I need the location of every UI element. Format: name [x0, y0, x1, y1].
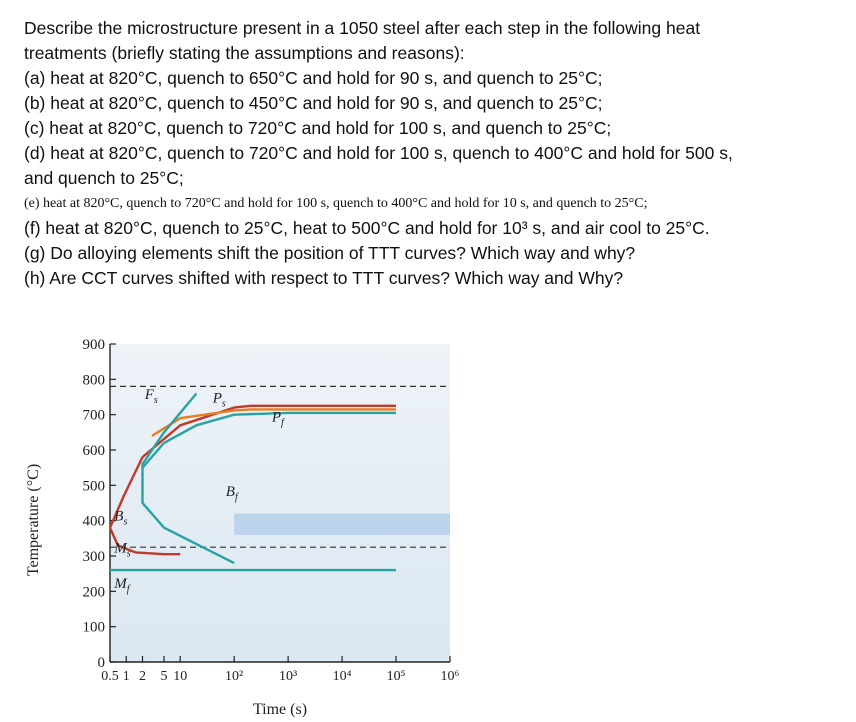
annotation-ps: $P_s$	[212, 390, 226, 410]
question-item-g: (g) Do alloying elements shift the position of TTT curves? Which way and why?	[24, 243, 636, 263]
question-item-h: (h) Are CCT curves shifted with respect to TTT curves? Which way and Why?	[24, 268, 624, 288]
y-tick-label: 700	[82, 407, 105, 424]
x-tick-label: 0.5	[101, 669, 119, 684]
annotation-bf: $B_f$	[225, 483, 238, 503]
x-axis-label: Time (s)	[252, 701, 308, 718]
y-tick-label: 0	[97, 655, 105, 671]
annotation-pf: $P_f$	[271, 409, 284, 429]
x-tick-label: 2	[138, 669, 146, 684]
question-item-a: (a) heat at 820°C, quench to 650°C and hold for 90 s, and quench to 25°C;	[24, 68, 603, 88]
shaded-band	[234, 514, 450, 535]
question-item-c: (c) heat at 820°C, quench to 720°C and hold for 100 s, and quench to 25°C;	[24, 118, 612, 138]
y-tick-label: 100	[82, 619, 105, 636]
y-tick-label: 800	[82, 372, 105, 389]
question-item-d-line1: (d) heat at 820°C, quench to 720°C and hold for 100 s, quench to 400°C and hold for 500 s,	[24, 143, 733, 163]
annotation-ms: $M_s$	[114, 540, 131, 560]
annotation-mf: $M_f$	[114, 575, 130, 595]
x-tick-label: 10⁴	[332, 669, 352, 684]
question-item-d-line2: and quench to 25°C;	[24, 168, 184, 188]
y-tick-label: 400	[82, 513, 105, 530]
question-item-b: (b) heat at 820°C, quench to 450°C and hold for 90 s, and quench to 25°C;	[24, 93, 603, 113]
x-tick-label: 5	[160, 669, 168, 684]
y-axis-label: Temperature (°C)	[25, 463, 42, 577]
y-tick-label: 300	[82, 549, 105, 565]
annotation-fs: $F_s$	[144, 386, 158, 406]
x-tick-label: 10	[173, 669, 188, 684]
x-tick-label: 10³	[279, 669, 298, 684]
x-tick-label: 10⁶	[440, 669, 460, 684]
question-text	[24, 16, 834, 291]
y-tick-label: 600	[82, 443, 105, 459]
question-intro-line2: treatments (briefly stating the assumptions and reasons):	[24, 43, 465, 63]
ttt-diagram	[0, 330, 470, 722]
question-intro-line1: Describe the microstructure present in a 1050 steel after each step in the following heat	[24, 18, 701, 38]
x-tick-label: 10²	[225, 669, 244, 684]
x-tick-label: 10⁵	[386, 669, 406, 684]
x-tick-label: 1	[122, 669, 130, 684]
plot-background	[110, 344, 450, 662]
annotation-bs: $B_s$	[114, 508, 128, 528]
y-tick-label: 900	[82, 337, 105, 353]
question-item-e: (e) heat at 820°C, quench to 720°C and hold for 100 s, quench to 400°C and hold for 10 s, and quench to 25°C;	[24, 196, 648, 211]
y-tick-label: 500	[82, 478, 105, 495]
question-item-f: (f) heat at 820°C, quench to 25°C, heat to 500°C and hold for 10³ s, and air cool to 25°C.	[24, 218, 710, 238]
y-tick-label: 200	[82, 584, 105, 601]
